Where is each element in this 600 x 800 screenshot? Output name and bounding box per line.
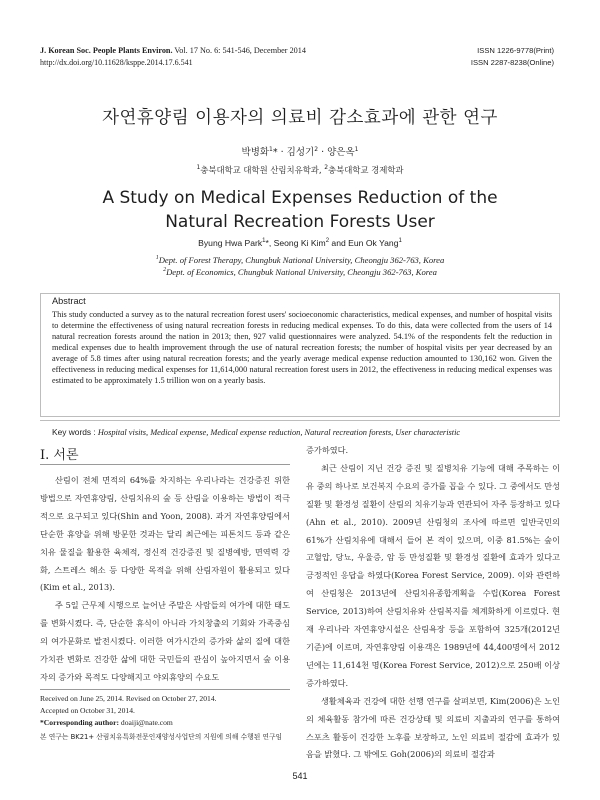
keywords-list: Hospital visits, Medical expense, Medical expense reduction, Natural recreation forests, User characteristic — [97, 428, 461, 437]
footnote-rule — [40, 689, 290, 690]
korean-affiliation: $^1$충북대학교 대학원 산림치유학과, $^2$충북대학교 경제학과 — [196, 164, 404, 175]
english-title-line-1: A Study on Medical Expenses Reduction of the — [102, 188, 498, 208]
section-heading-introduction: Ⅰ. 서론 — [40, 448, 79, 463]
keywords — [52, 427, 460, 437]
funding-note: 본 연구는 BK21+ 산림치유특화전문인재양성사업단의 지원에 의해 수행된 연구임 — [40, 733, 283, 741]
abstract-heading: Abstract — [52, 296, 86, 306]
corresponding-label: *Corresponding author: — [40, 718, 119, 727]
keywords-label: Key words : — [52, 427, 96, 437]
left-column — [40, 472, 290, 687]
corresponding-email[interactable]: doaiji@nate.com — [120, 718, 173, 727]
korean-title: 자연휴양림 이용자의 의료비 감소효과에 관한 연구 — [102, 108, 498, 128]
english-affiliation-1: $^1$Dept. of Forest Therapy, Chungbuk National University, Cheongju 362-763, Korea — [155, 255, 445, 265]
journal-volume-info: Vol. 17 No. 6: 541-546, December 2014 — [172, 46, 306, 55]
paragraph: 주 5일 근무제 시행으로 늘어난 주말은 사람들의 여가에 대한 태도를 변화시켰다. 즉, 단순한 휴식이 아니라 가치창출의 기회와 가족중심의 여가문화로 발전시켰다. 이러한 여가시간의 증가와 삶의 질에 대한 가치관 변화로 건강한 삶에 대한 국민들의 관심이 높아지면서 숲 이용자의 증가와 목적도 다양해지고 야외휴양의 수요도 — [40, 600, 290, 682]
accepted-date: Accepted on October 31, 2014. — [40, 706, 135, 715]
english-title-line-2: Natural Recreation Forests User — [165, 212, 435, 232]
received-date: Received on June 25, 2014. Revised on October 27, 2014. — [40, 694, 217, 703]
abstract-text: This study conducted a survey as to the natural recreation forest users' socioeconomic characteristics, medical expenses, and number of hospital visits to determine the effectiveness of using natural recreation forests in reducing medical expenses. To do this, data were collected from the users of 14 natural recreation forests around the nation in 2013; then, 927 valid questionnaires were analyzed. 54.1% of the respondents felt the reduction in medical expenses due to health improvement through the use of natural recreation forests; the number of hospital visits per year decreased by an average of 5.8 times after using natural recreation forests; and the yearly average medical expense reduction amounted to 130,162 won. Given the effectiveness in reducing medical expenses for 11,614,000 natural recreation forest users in 2012, the effectiveness in reducing medical expenses was estimated to be approximately 1.5 trillion won on a yearly basis. — [52, 310, 552, 386]
journal-citation — [40, 46, 306, 55]
paragraph: 산림이 전체 면적의 64%를 차지하는 우리나라는 건강증진 위한 방법으로 자연휴양림, 산림치유의 숲 등 산림을 이용하는 방법이 적극적으로 요구되고 있다(Shin and Yoon, 2008). 과거 자연휴양림에서 단순한 휴양을 위해 방문한 것과는 달리 최근에는 피톤치드 등과 같은 치유 물질을 활용한 육체적, 정신적 건강증진 및 질병예방, 면역력 강화, 스트레스 해소 등 다양한 목적을 위해 산림자원이 활용되고 있다(Kim et al., 2013). — [40, 475, 290, 593]
journal-name: J. Korean Soc. People Plants Environ. — [40, 46, 173, 55]
keywords-divider — [40, 420, 560, 421]
paragraph: 생활체육과 건강에 대한 선행 연구를 살펴보면, Kim(2006)은 노인의 체육활동 참가에 따른 건강상태 및 의료비 지출과의 연구를 통하여 스포츠 활동이 건강한 노후를 보장하고, 노인 의료비 절감에 효과가 있음을 밝혔다. 그 밖에도 Goh(2006)의 의료비 절감과 — [306, 695, 560, 760]
issn-online: ISSN 2287-8238(Online) — [470, 58, 554, 67]
english-affiliation-2: $^2$Dept. of Economics, Chungbuk National University, Cheongju 362-763, Korea — [163, 267, 437, 277]
page-number: 541 — [292, 771, 308, 781]
paragraph: 증가하였다. — [306, 445, 349, 455]
english-title — [0, 186, 600, 234]
paragraph: 최근 산림이 지닌 건강 증진 및 질병치유 기능에 대해 주목하는 이유 중의 하나로 보건복지 수요의 증가를 꼽을 수 있다. 그 중에서도 만성질환 및 환경성 질환이 산림의 치유기능과 연관되어 자주 등장하고 있다(Ahn et al., 2010). 2009년 산림청의 조사에 따르면 일반국민의 61%가 산림치유에 대해서 들어 본 적이 있으며, 이중 81.5%는 숲이 고혈압, 당뇨, 우울증, 암 등 만성질환 및 환경성 질환에 효과가 있다고 긍정적인 응답을 하였다(Korea Forest Service, 2009). 이와 관련하여 산림청은 2013년에 산림치유종합계획을 수립(Korea Forest Service, 2013)하여 산림치유와 산림복지를 체계화하게 이르렀다. 현재 우리나라 자연휴양시설은 산림욕장 등을 포함하여 325개(2012년 기준)에 이르며, 자연휴양림 이용객은 1989년에 44,400명에서 2012년에는 11,614천 명(Korea Forest Service, 2012)으로 250배 이상 증가하였다. — [306, 462, 560, 688]
issn-print: ISSN 1226-9778(Print) — [477, 46, 554, 55]
korean-authors: 박병화$^1$* · 김성기$^2$ · 양은옥$^1$ — [241, 145, 359, 158]
right-column — [306, 442, 560, 764]
doi-link[interactable]: http://dx.doi.org/10.11628/ksppe.2014.17.6.541 — [40, 58, 193, 67]
corresponding-author — [40, 717, 292, 729]
english-authors: Byung Hwa Park$^1$*, Seong Ki Kim$^2$ and Eun Ok Yang$^1$ — [198, 238, 402, 248]
section-heading-rule — [40, 464, 290, 465]
